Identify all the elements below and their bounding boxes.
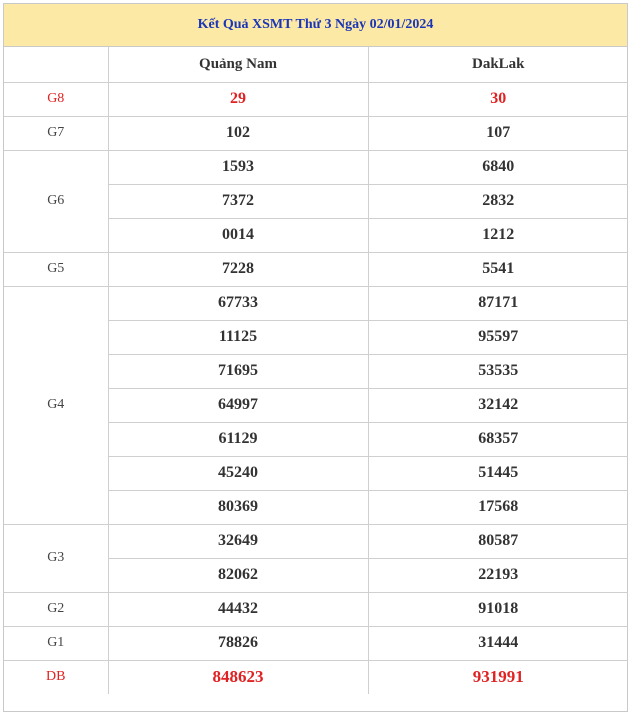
quang-nam-number: 7372 — [108, 184, 368, 218]
daklak-number: 31444 — [368, 626, 628, 660]
header-quang-nam: Quảng Nam — [108, 47, 368, 82]
daklak-number: 1212 — [368, 218, 628, 252]
prize-label: G7 — [4, 116, 108, 150]
prize-row-g6 — [4, 150, 628, 184]
daklak-number: 91018 — [368, 592, 628, 626]
prize-row-g2 — [4, 592, 628, 626]
prize-label: G2 — [4, 592, 108, 626]
prize-label: G6 — [4, 150, 108, 252]
quang-nam-number: 32649 — [108, 524, 368, 558]
quang-nam-number: 0014 — [108, 218, 368, 252]
results-table — [4, 47, 628, 694]
daklak-number: 6840 — [368, 150, 628, 184]
prize-label: G1 — [4, 626, 108, 660]
quang-nam-number: 78826 — [108, 626, 368, 660]
daklak-number: 30 — [368, 82, 628, 116]
quang-nam-number: 7228 — [108, 252, 368, 286]
quang-nam-number: 71695 — [108, 354, 368, 388]
prize-row-g5 — [4, 252, 628, 286]
daklak-number: 51445 — [368, 456, 628, 490]
quang-nam-number: 64997 — [108, 388, 368, 422]
quang-nam-number: 1593 — [108, 150, 368, 184]
header-row — [4, 47, 628, 82]
prize-label: G4 — [4, 286, 108, 524]
prize-label: DB — [4, 660, 108, 694]
prize-row-db — [4, 660, 628, 694]
prize-row-g3 — [4, 524, 628, 558]
results-table-body — [4, 47, 628, 694]
daklak-number: 32142 — [368, 388, 628, 422]
daklak-number: 107 — [368, 116, 628, 150]
quang-nam-number: 29 — [108, 82, 368, 116]
prize-row-g7 — [4, 116, 628, 150]
quang-nam-number: 67733 — [108, 286, 368, 320]
header-prize — [4, 47, 108, 82]
daklak-number: 95597 — [368, 320, 628, 354]
header-daklak: DakLak — [368, 47, 628, 82]
prize-label: G8 — [4, 82, 108, 116]
daklak-number: 17568 — [368, 490, 628, 524]
daklak-number: 2832 — [368, 184, 628, 218]
prize-label: G5 — [4, 252, 108, 286]
daklak-number: 22193 — [368, 558, 628, 592]
quang-nam-number: 102 — [108, 116, 368, 150]
page-title: Kết Quả XSMT Thứ 3 Ngày 02/01/2024 — [4, 4, 627, 47]
results-panel — [3, 3, 628, 712]
daklak-number: 87171 — [368, 286, 628, 320]
daklak-number: 931991 — [368, 660, 628, 694]
daklak-number: 80587 — [368, 524, 628, 558]
daklak-number: 5541 — [368, 252, 628, 286]
prize-label: G3 — [4, 524, 108, 592]
quang-nam-number: 848623 — [108, 660, 368, 694]
quang-nam-number: 44432 — [108, 592, 368, 626]
quang-nam-number: 11125 — [108, 320, 368, 354]
quang-nam-number: 61129 — [108, 422, 368, 456]
prize-row-g4 — [4, 286, 628, 320]
quang-nam-number: 45240 — [108, 456, 368, 490]
prize-row-g8 — [4, 82, 628, 116]
quang-nam-number: 82062 — [108, 558, 368, 592]
daklak-number: 68357 — [368, 422, 628, 456]
prize-row-g1 — [4, 626, 628, 660]
daklak-number: 53535 — [368, 354, 628, 388]
quang-nam-number: 80369 — [108, 490, 368, 524]
